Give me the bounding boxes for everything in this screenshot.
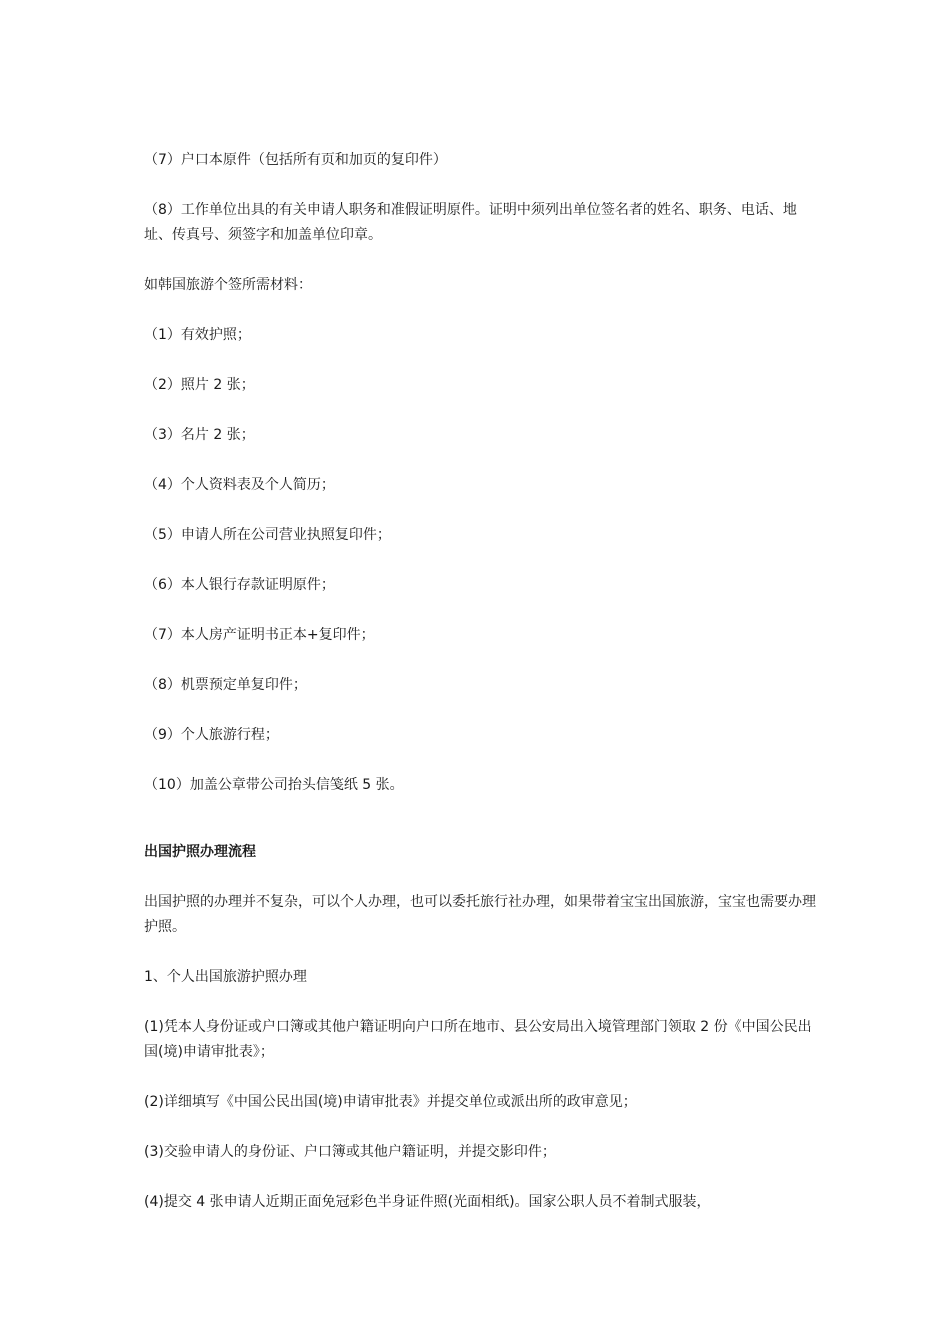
paragraph-subheading: 1、个人出国旅游护照办理: [144, 969, 307, 985]
list-item: （6）本人银行存款证明原件；: [144, 577, 335, 593]
list-item: (2)详细填写《中国公民出国(境)申请审批表》并提交单位或派出所的政审意见；: [144, 1094, 637, 1110]
list-item: （7）本人房产证明书正本+复印件；: [144, 627, 375, 643]
list-item: （1）有效护照；: [144, 327, 251, 343]
document-body: [144, 148, 816, 1240]
list-item: (4)提交 4 张申请人近期正面免冠彩色半身证件照(光面相纸)。国家公职人员不着制式服装，: [144, 1194, 711, 1210]
list-item: （9）个人旅游行程；: [144, 727, 279, 743]
list-item: （8）机票预定单复印件；: [144, 677, 307, 693]
paragraph-passport-intro: 出国护照的办理并不复杂，可以个人办理，也可以委托旅行社办理，如果带着宝宝出国旅游，宝宝也需要办理护照。: [144, 894, 816, 935]
list-item: （3）名片 2 张；: [144, 427, 255, 443]
list-item: （5）申请人所在公司营业执照复印件；: [144, 527, 391, 543]
list-item: （10）加盖公章带公司抬头信笺纸 5 张。: [144, 777, 404, 793]
paragraph-household-register: （7）户口本原件（包括所有页和加页的复印件）: [144, 152, 447, 168]
paragraph-employer-certificate: （8）工作单位出具的有关申请人职务和准假证明原件。证明中须列出单位签名者的姓名、职务、电话、地址、传真号、须签字和加盖单位印章。: [144, 202, 797, 243]
list-item: （4）个人资料表及个人简历；: [144, 477, 335, 493]
list-item: （2）照片 2 张；: [144, 377, 255, 393]
list-item: (1)凭本人身份证或户口簿或其他户籍证明向户口所在地市、县公安局出入境管理部门领取 2 份《中国公民出国(境)申请审批表》；: [144, 1019, 812, 1060]
paragraph-korea-visa-intro: 如韩国旅游个签所需材料：: [144, 277, 312, 293]
section-heading: 出国护照办理流程: [144, 844, 256, 860]
list-item: (3)交验申请人的身份证、户口簿或其他户籍证明，并提交影印件；: [144, 1144, 556, 1160]
